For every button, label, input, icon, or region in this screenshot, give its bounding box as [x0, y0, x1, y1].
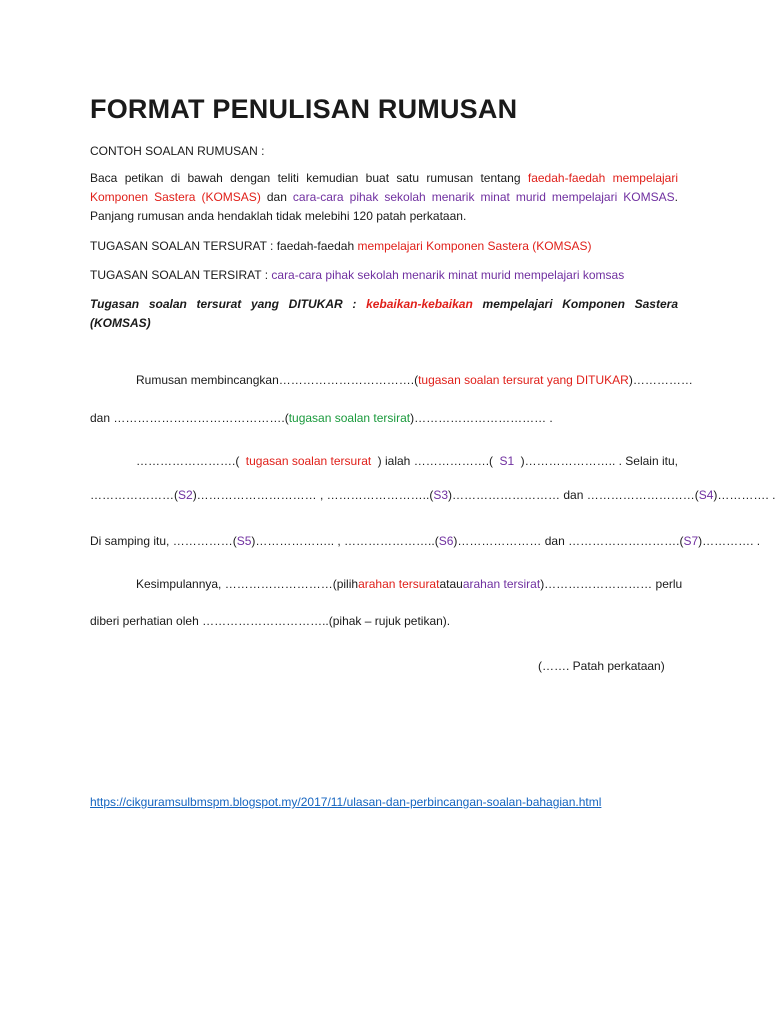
- tersurat-label: TUGASAN SOALAN TERSURAT : faedah-faedah: [90, 239, 358, 253]
- ditukar-highlight: kebaikan-kebaikan: [366, 297, 473, 311]
- template-text: Kesimpulannya, ………………………(pilih: [136, 577, 359, 591]
- template-row-2: [90, 409, 553, 427]
- question-end: .: [674, 190, 678, 204]
- tersirat-label: TUGASAN SOALAN TERSIRAT :: [90, 268, 272, 282]
- template-text: )……………….. , …………………..(: [251, 534, 439, 548]
- ditukar-label: Tugasan soalan tersurat yang DITUKAR :: [90, 297, 367, 311]
- template-text: …………………(: [90, 488, 178, 502]
- ditukar-line-1: [90, 295, 678, 314]
- template-text: …………………….(: [136, 454, 240, 468]
- template-s-label: S5: [236, 534, 252, 548]
- page-title: FORMAT PENULISAN RUMUSAN: [90, 94, 518, 124]
- template-row-4: [90, 488, 775, 502]
- ditukar-paragraph: [90, 295, 678, 333]
- template-row-1: [136, 373, 693, 387]
- question-highlight-komsas: Komponen Sastera (KOMSAS): [90, 190, 261, 204]
- template-text: )…………………………… .: [410, 411, 553, 425]
- template-s-label: S4: [698, 488, 714, 502]
- template-highlight: tugasan soalan tersurat: [245, 454, 372, 468]
- template-text: )…………. .: [698, 534, 761, 548]
- question-line-3: Panjang rumusan anda hendaklah tidak melebihi 120 patah perkataan.: [90, 209, 467, 223]
- template-s-label: S6: [438, 534, 454, 548]
- template-text: Di samping itu, ……………(: [90, 534, 237, 548]
- template-highlight: arahan tersurat: [358, 577, 440, 591]
- template-highlight: tugasan soalan tersirat: [288, 411, 411, 425]
- template-highlight: arahan tersirat: [462, 577, 541, 591]
- template-text: dan …………………………………….(: [90, 411, 289, 425]
- question-line-2: [90, 188, 678, 207]
- template-s-label: S2: [178, 488, 193, 502]
- question-highlight-tersurat: faedah-faedah mempelajari: [527, 171, 678, 185]
- template-text: )…………. .: [713, 488, 775, 502]
- template-text: atau: [439, 577, 463, 591]
- source-link[interactable]: https://cikguramsulbmspm.blogspot.my/2017/11/ulasan-dan-perbincangan-soalan-bahagian.html: [90, 795, 602, 809]
- question-text-1: Baca petikan di bawah dengan teliti kemudian buat satu rumusan tentang: [90, 171, 528, 185]
- word-count-note: (……. Patah perkataan): [538, 659, 665, 673]
- tersirat-line: [90, 266, 624, 284]
- tersurat-line: [90, 237, 592, 255]
- template-row-6: [136, 577, 683, 591]
- template-row-5: [90, 534, 761, 548]
- template-text: )……………………… perlu: [540, 577, 683, 591]
- template-text: )……………………… dan ………………………(: [448, 488, 699, 502]
- template-s-label: S7: [683, 534, 699, 548]
- template-text: )………………………… , ……………………..(: [192, 488, 434, 502]
- question-line-1: [90, 169, 678, 188]
- template-row-7: diberi perhatian oleh …………………………..(pihak – rujuk petikan).: [90, 614, 451, 628]
- ditukar-line-2: (KOMSAS): [90, 316, 151, 330]
- template-text: )……………: [628, 373, 693, 387]
- tersirat-highlight: cara-cara pihak sekolah menarik minat murid mempelajari komsas: [271, 268, 625, 282]
- template-text: )………………… dan ……………………….(: [453, 534, 684, 548]
- tersurat-highlight: mempelajari Komponen Sastera (KOMSAS): [357, 239, 592, 253]
- template-text: Rumusan membincangkan…………………………….(: [136, 373, 419, 387]
- contoh-label: CONTOH SOALAN RUMUSAN :: [90, 144, 265, 158]
- template-text: )………………….. . Selain itu,: [520, 454, 678, 468]
- question-dan: dan: [260, 190, 293, 204]
- template-highlight: tugasan soalan tersurat yang DITUKAR: [418, 373, 629, 387]
- template-s-label: S3: [433, 488, 449, 502]
- template-row-3: [136, 454, 678, 468]
- ditukar-text: mempelajari Komponen Sastera: [472, 297, 678, 311]
- question-highlight-tersirat: cara-cara pihak sekolah menarik minat murid mempelajari KOMSAS: [292, 190, 675, 204]
- template-text: ) ialah ……………….(: [377, 454, 494, 468]
- template-s-label: S1: [499, 454, 515, 468]
- question-paragraph: [90, 169, 678, 226]
